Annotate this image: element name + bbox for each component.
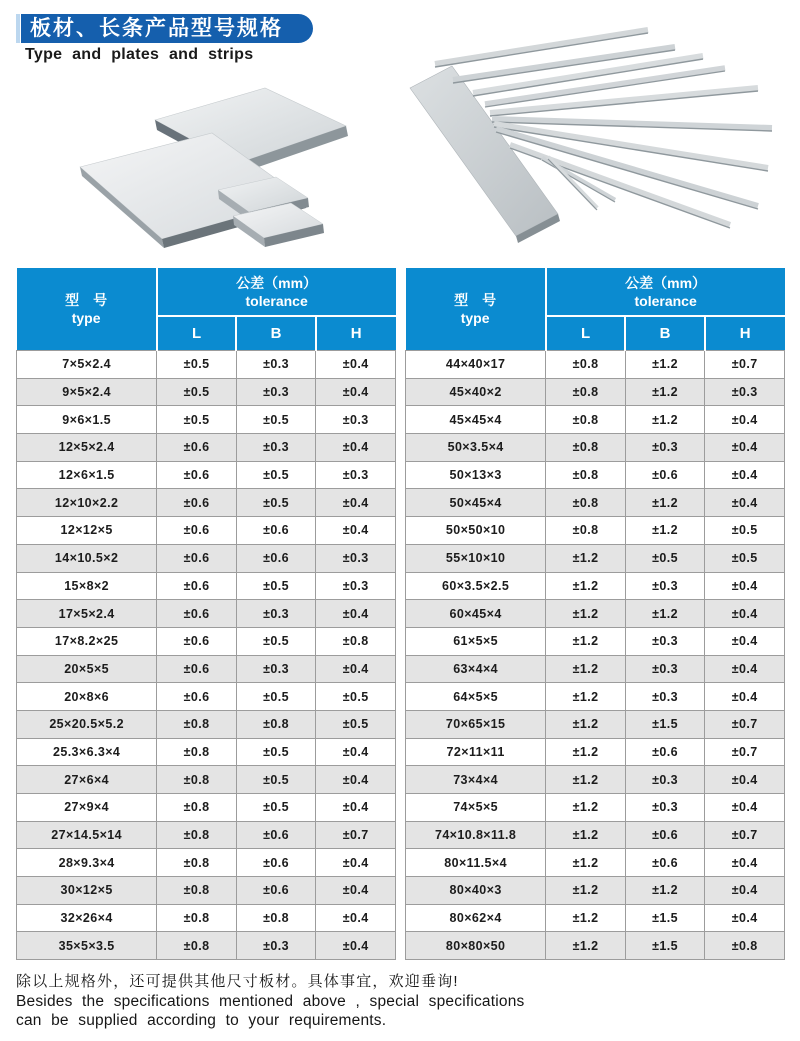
column-header-l: L	[546, 316, 626, 351]
tolerance-cell: ±0.4	[316, 766, 396, 794]
table-row	[406, 904, 785, 932]
tolerance-cell: ±0.5	[157, 406, 237, 434]
column-header-l: L	[157, 316, 237, 351]
type-cell: 17×5×2.4	[17, 600, 157, 628]
tolerance-cell: ±1.2	[546, 627, 626, 655]
tolerance-cell: ±0.7	[316, 821, 396, 849]
tolerance-cell: ±0.3	[236, 600, 316, 628]
tolerance-cell: ±0.5	[705, 544, 785, 572]
tolerance-cell: ±0.4	[316, 434, 396, 462]
type-cell: 50×13×3	[406, 461, 546, 489]
table-row	[406, 766, 785, 794]
tolerance-cell: ±1.2	[546, 904, 626, 932]
tolerance-cell: ±0.6	[157, 600, 237, 628]
column-header-tolerance	[157, 268, 396, 316]
table-row	[406, 517, 785, 545]
tolerance-cell: ±0.4	[316, 489, 396, 517]
tolerance-cell: ±0.4	[316, 351, 396, 379]
page-header	[16, 14, 313, 43]
tolerance-cell: ±1.2	[546, 821, 626, 849]
tolerance-cell: ±0.8	[316, 627, 396, 655]
type-cell: 44×40×17	[406, 351, 546, 379]
type-cell: 27×6×4	[17, 766, 157, 794]
type-cell: 12×5×2.4	[17, 434, 157, 462]
column-header-h: H	[316, 316, 396, 351]
column-header-type-en: type	[71, 310, 101, 326]
tolerance-cell: ±0.5	[236, 461, 316, 489]
column-header-type-zh: 型 号	[454, 292, 497, 308]
tolerance-cell: ±0.3	[625, 683, 705, 711]
page-title: 板材、长条产品型号规格	[21, 14, 313, 43]
type-cell: 50×3.5×4	[406, 434, 546, 462]
page-subtitle: Type and plates and strips	[25, 46, 254, 63]
tolerance-cell: ±0.8	[157, 904, 237, 932]
type-cell: 45×40×2	[406, 378, 546, 406]
tolerance-cell: ±0.4	[705, 600, 785, 628]
tolerance-cell: ±0.8	[157, 849, 237, 877]
tolerance-cell: ±0.4	[705, 877, 785, 905]
table-row	[17, 655, 396, 683]
column-header-tolerance-zh: 公差（mm）	[625, 274, 707, 291]
table-row	[17, 683, 396, 711]
tolerance-cell: ±1.5	[625, 904, 705, 932]
table-row	[17, 738, 396, 766]
type-cell: 12×12×5	[17, 517, 157, 545]
tolerance-cell: ±0.4	[316, 877, 396, 905]
type-cell: 32×26×4	[17, 904, 157, 932]
footer-note-zh: 除以上规格外，还可提供其他尺寸板材。具体事宜，欢迎垂询!	[16, 973, 459, 990]
tolerance-cell: ±1.2	[546, 738, 626, 766]
type-cell: 12×10×2.2	[17, 489, 157, 517]
tolerance-cell: ±1.2	[625, 406, 705, 434]
tolerance-cell: ±0.8	[157, 877, 237, 905]
table-row	[406, 821, 785, 849]
tolerance-cell: ±0.4	[705, 406, 785, 434]
table-row	[406, 683, 785, 711]
table-row	[17, 489, 396, 517]
table-row	[17, 406, 396, 434]
tolerance-cell: ±0.4	[705, 434, 785, 462]
tolerance-cell: ±0.5	[236, 406, 316, 434]
table-row	[406, 877, 785, 905]
tolerance-cell: ±0.6	[236, 849, 316, 877]
column-header-tolerance	[546, 268, 785, 316]
column-header-h: H	[705, 316, 785, 351]
tolerance-cell: ±0.8	[546, 434, 626, 462]
type-cell: 80×11.5×4	[406, 849, 546, 877]
table-row	[17, 378, 396, 406]
table-row	[406, 600, 785, 628]
tolerance-cell: ±0.8	[236, 710, 316, 738]
tolerance-cell: ±0.5	[236, 489, 316, 517]
tolerance-cell: ±1.2	[625, 489, 705, 517]
tolerance-cell: ±0.8	[546, 489, 626, 517]
table-row	[17, 821, 396, 849]
tolerance-cell: ±0.8	[157, 821, 237, 849]
type-cell: 30×12×5	[17, 877, 157, 905]
column-header-b: B	[625, 316, 705, 351]
tolerance-cell: ±0.6	[625, 849, 705, 877]
type-cell: 73×4×4	[406, 766, 546, 794]
tolerance-cell: ±1.2	[625, 378, 705, 406]
table-row	[406, 434, 785, 462]
tolerance-cell: ±0.6	[157, 489, 237, 517]
tolerance-cell: ±1.2	[546, 710, 626, 738]
tolerance-cell: ±0.3	[316, 544, 396, 572]
tolerance-cell: ±1.2	[625, 877, 705, 905]
type-cell: 12×6×1.5	[17, 461, 157, 489]
table-row	[17, 849, 396, 877]
table-row	[17, 461, 396, 489]
tolerance-cell: ±0.5	[157, 351, 237, 379]
tolerance-cell: ±1.2	[546, 849, 626, 877]
type-cell: 27×14.5×14	[17, 821, 157, 849]
tolerance-cell: ±0.3	[316, 406, 396, 434]
table-row	[406, 489, 785, 517]
tolerance-cell: ±0.6	[236, 877, 316, 905]
type-cell: 50×50×10	[406, 517, 546, 545]
tolerance-cell: ±0.6	[157, 683, 237, 711]
table-row	[17, 544, 396, 572]
tolerance-cell: ±0.8	[236, 904, 316, 932]
table-row	[17, 517, 396, 545]
table-row	[406, 794, 785, 822]
type-cell: 45×45×4	[406, 406, 546, 434]
tolerance-cell: ±0.3	[625, 572, 705, 600]
tolerance-cell: ±0.8	[546, 406, 626, 434]
tolerance-cell: ±0.3	[625, 766, 705, 794]
tolerance-cell: ±0.4	[705, 489, 785, 517]
tolerance-cell: ±0.4	[316, 655, 396, 683]
tolerance-cell: ±0.3	[625, 655, 705, 683]
tolerance-cell: ±0.5	[236, 572, 316, 600]
tolerance-cell: ±0.3	[236, 434, 316, 462]
table-row	[17, 904, 396, 932]
tolerance-cell: ±0.3	[236, 932, 316, 960]
tolerance-cell: ±0.4	[705, 794, 785, 822]
tolerance-cell: ±1.2	[546, 655, 626, 683]
tolerance-cell: ±0.6	[625, 738, 705, 766]
tolerance-cell: ±0.4	[705, 627, 785, 655]
table-row	[17, 932, 396, 960]
table-row	[406, 572, 785, 600]
table-row	[406, 351, 785, 379]
column-header-tolerance-en: tolerance	[634, 292, 697, 309]
tolerance-cell: ±1.2	[546, 683, 626, 711]
table-row	[17, 572, 396, 600]
tolerance-cell: ±1.2	[546, 544, 626, 572]
tolerance-cell: ±0.8	[157, 738, 237, 766]
type-cell: 9×6×1.5	[17, 406, 157, 434]
tolerance-cell: ±0.5	[157, 378, 237, 406]
tolerance-cell: ±0.4	[316, 794, 396, 822]
tolerance-cell: ±0.5	[236, 627, 316, 655]
type-cell: 60×3.5×2.5	[406, 572, 546, 600]
type-cell: 80×62×4	[406, 904, 546, 932]
table-row	[406, 461, 785, 489]
type-cell: 28×9.3×4	[17, 849, 157, 877]
table-row	[406, 406, 785, 434]
tolerance-cell: ±1.2	[546, 932, 626, 960]
tolerance-cell: ±0.6	[236, 544, 316, 572]
tolerance-cell: ±0.5	[236, 794, 316, 822]
tolerance-cell: ±1.2	[546, 600, 626, 628]
tolerance-cell: ±0.8	[546, 517, 626, 545]
type-cell: 61×5×5	[406, 627, 546, 655]
tolerance-cell: ±0.3	[316, 461, 396, 489]
tolerance-cell: ±1.2	[546, 766, 626, 794]
table-row	[17, 434, 396, 462]
tolerance-cell: ±0.8	[157, 932, 237, 960]
tolerance-cell: ±0.6	[157, 655, 237, 683]
tolerance-cell: ±0.4	[705, 766, 785, 794]
tolerance-cell: ±0.6	[157, 572, 237, 600]
tolerance-cell: ±0.5	[625, 544, 705, 572]
type-cell: 20×8×6	[17, 683, 157, 711]
type-cell: 25×20.5×5.2	[17, 710, 157, 738]
tolerance-cell: ±0.4	[316, 378, 396, 406]
tolerance-cell: ±0.3	[236, 351, 316, 379]
tolerance-cell: ±0.4	[316, 738, 396, 766]
tolerance-cell: ±0.8	[546, 351, 626, 379]
tolerance-cell: ±0.8	[705, 932, 785, 960]
tolerance-cell: ±0.4	[705, 683, 785, 711]
tolerance-cell: ±0.3	[625, 627, 705, 655]
spec-table-right	[405, 268, 785, 960]
tolerance-cell: ±0.4	[316, 600, 396, 628]
tolerance-cell: ±0.4	[316, 849, 396, 877]
tolerance-cell: ±0.6	[236, 821, 316, 849]
tolerance-cell: ±0.6	[625, 821, 705, 849]
column-header-type-zh: 型 号	[65, 292, 108, 308]
spec-tables	[16, 268, 785, 960]
column-header-type	[406, 268, 546, 351]
tolerance-cell: ±1.2	[625, 517, 705, 545]
tolerance-cell: ±0.7	[705, 710, 785, 738]
tolerance-cell: ±0.4	[705, 461, 785, 489]
table-row	[17, 710, 396, 738]
type-cell: 74×5×5	[406, 794, 546, 822]
column-header-tolerance-zh: 公差（mm）	[236, 274, 318, 291]
tolerance-cell: ±0.5	[316, 683, 396, 711]
tolerance-cell: ±0.6	[236, 517, 316, 545]
spec-table-left	[16, 268, 396, 960]
table-row	[406, 932, 785, 960]
type-cell: 27×9×4	[17, 794, 157, 822]
tolerance-cell: ±0.8	[546, 461, 626, 489]
type-cell: 64×5×5	[406, 683, 546, 711]
table-row	[406, 655, 785, 683]
tolerance-cell: ±0.8	[157, 766, 237, 794]
table-row	[17, 600, 396, 628]
type-cell: 74×10.8×11.8	[406, 821, 546, 849]
tolerance-cell: ±1.2	[625, 351, 705, 379]
table-row	[17, 877, 396, 905]
table-row	[17, 627, 396, 655]
type-cell: 17×8.2×25	[17, 627, 157, 655]
tolerance-cell: ±0.5	[236, 683, 316, 711]
tolerance-cell: ±0.8	[157, 710, 237, 738]
type-cell: 35×5×3.5	[17, 932, 157, 960]
tolerance-cell: ±0.5	[236, 766, 316, 794]
tolerance-cell: ±0.4	[705, 849, 785, 877]
tolerance-cell: ±1.2	[625, 600, 705, 628]
type-cell: 7×5×2.4	[17, 351, 157, 379]
footer-note	[16, 970, 556, 1030]
tolerance-cell: ±0.5	[236, 738, 316, 766]
tolerance-cell: ±0.6	[157, 544, 237, 572]
strips-illustration	[390, 18, 790, 253]
footer-note-en-line1: Besides the specifications mentioned above , special specifications	[16, 993, 525, 1010]
tolerance-cell: ±0.3	[705, 378, 785, 406]
tolerance-cell: ±0.7	[705, 821, 785, 849]
table-row	[406, 738, 785, 766]
column-header-tolerance-en: tolerance	[245, 292, 308, 309]
type-cell: 55×10×10	[406, 544, 546, 572]
plates-photo	[60, 82, 390, 262]
column-header-b: B	[236, 316, 316, 351]
type-cell: 15×8×2	[17, 572, 157, 600]
tolerance-cell: ±0.3	[236, 378, 316, 406]
tolerance-cell: ±0.6	[157, 517, 237, 545]
tolerance-cell: ±0.3	[625, 794, 705, 822]
tolerance-cell: ±0.4	[316, 932, 396, 960]
tolerance-cell: ±0.4	[705, 655, 785, 683]
type-cell: 20×5×5	[17, 655, 157, 683]
tolerance-cell: ±1.5	[625, 932, 705, 960]
type-cell: 80×80×50	[406, 932, 546, 960]
type-cell: 9×5×2.4	[17, 378, 157, 406]
strips-photo	[390, 18, 790, 253]
tolerance-cell: ±0.3	[236, 655, 316, 683]
tolerance-cell: ±0.6	[157, 627, 237, 655]
type-cell: 60×45×4	[406, 600, 546, 628]
table-row	[17, 766, 396, 794]
tolerance-cell: ±0.3	[316, 572, 396, 600]
type-cell: 70×65×15	[406, 710, 546, 738]
tolerance-cell: ±0.6	[157, 434, 237, 462]
table-row	[406, 544, 785, 572]
table-row	[17, 794, 396, 822]
tolerance-cell: ±0.4	[316, 517, 396, 545]
tolerance-cell: ±1.2	[546, 877, 626, 905]
footer-note-en-line2: can be supplied according to your requirements.	[16, 1011, 387, 1029]
type-cell: 50×45×4	[406, 489, 546, 517]
tolerance-cell: ±0.8	[157, 794, 237, 822]
table-row	[406, 710, 785, 738]
column-header-type-en: type	[460, 310, 490, 326]
tolerance-cell: ±0.8	[546, 378, 626, 406]
type-cell: 25.3×6.3×4	[17, 738, 157, 766]
tolerance-cell: ±0.4	[705, 904, 785, 932]
tolerance-cell: ±1.5	[625, 710, 705, 738]
tolerance-cell: ±0.7	[705, 738, 785, 766]
type-cell: 72×11×11	[406, 738, 546, 766]
tolerance-cell: ±0.4	[316, 904, 396, 932]
tolerance-cell: ±0.3	[625, 434, 705, 462]
tolerance-cell: ±1.2	[546, 794, 626, 822]
tolerance-cell: ±0.6	[157, 461, 237, 489]
banner-accent-bar	[16, 14, 20, 43]
tolerance-cell: ±0.5	[705, 517, 785, 545]
tolerance-cell: ±0.7	[705, 351, 785, 379]
column-header-type	[17, 268, 157, 351]
tolerance-cell: ±1.2	[546, 572, 626, 600]
tolerance-cell: ±0.5	[316, 710, 396, 738]
table-row	[406, 378, 785, 406]
plates-illustration	[60, 82, 390, 262]
type-cell: 14×10.5×2	[17, 544, 157, 572]
table-row	[406, 849, 785, 877]
table-row	[406, 627, 785, 655]
tolerance-cell: ±0.6	[625, 461, 705, 489]
tolerance-cell: ±0.4	[705, 572, 785, 600]
type-cell: 63×4×4	[406, 655, 546, 683]
table-row	[17, 351, 396, 379]
type-cell: 80×40×3	[406, 877, 546, 905]
